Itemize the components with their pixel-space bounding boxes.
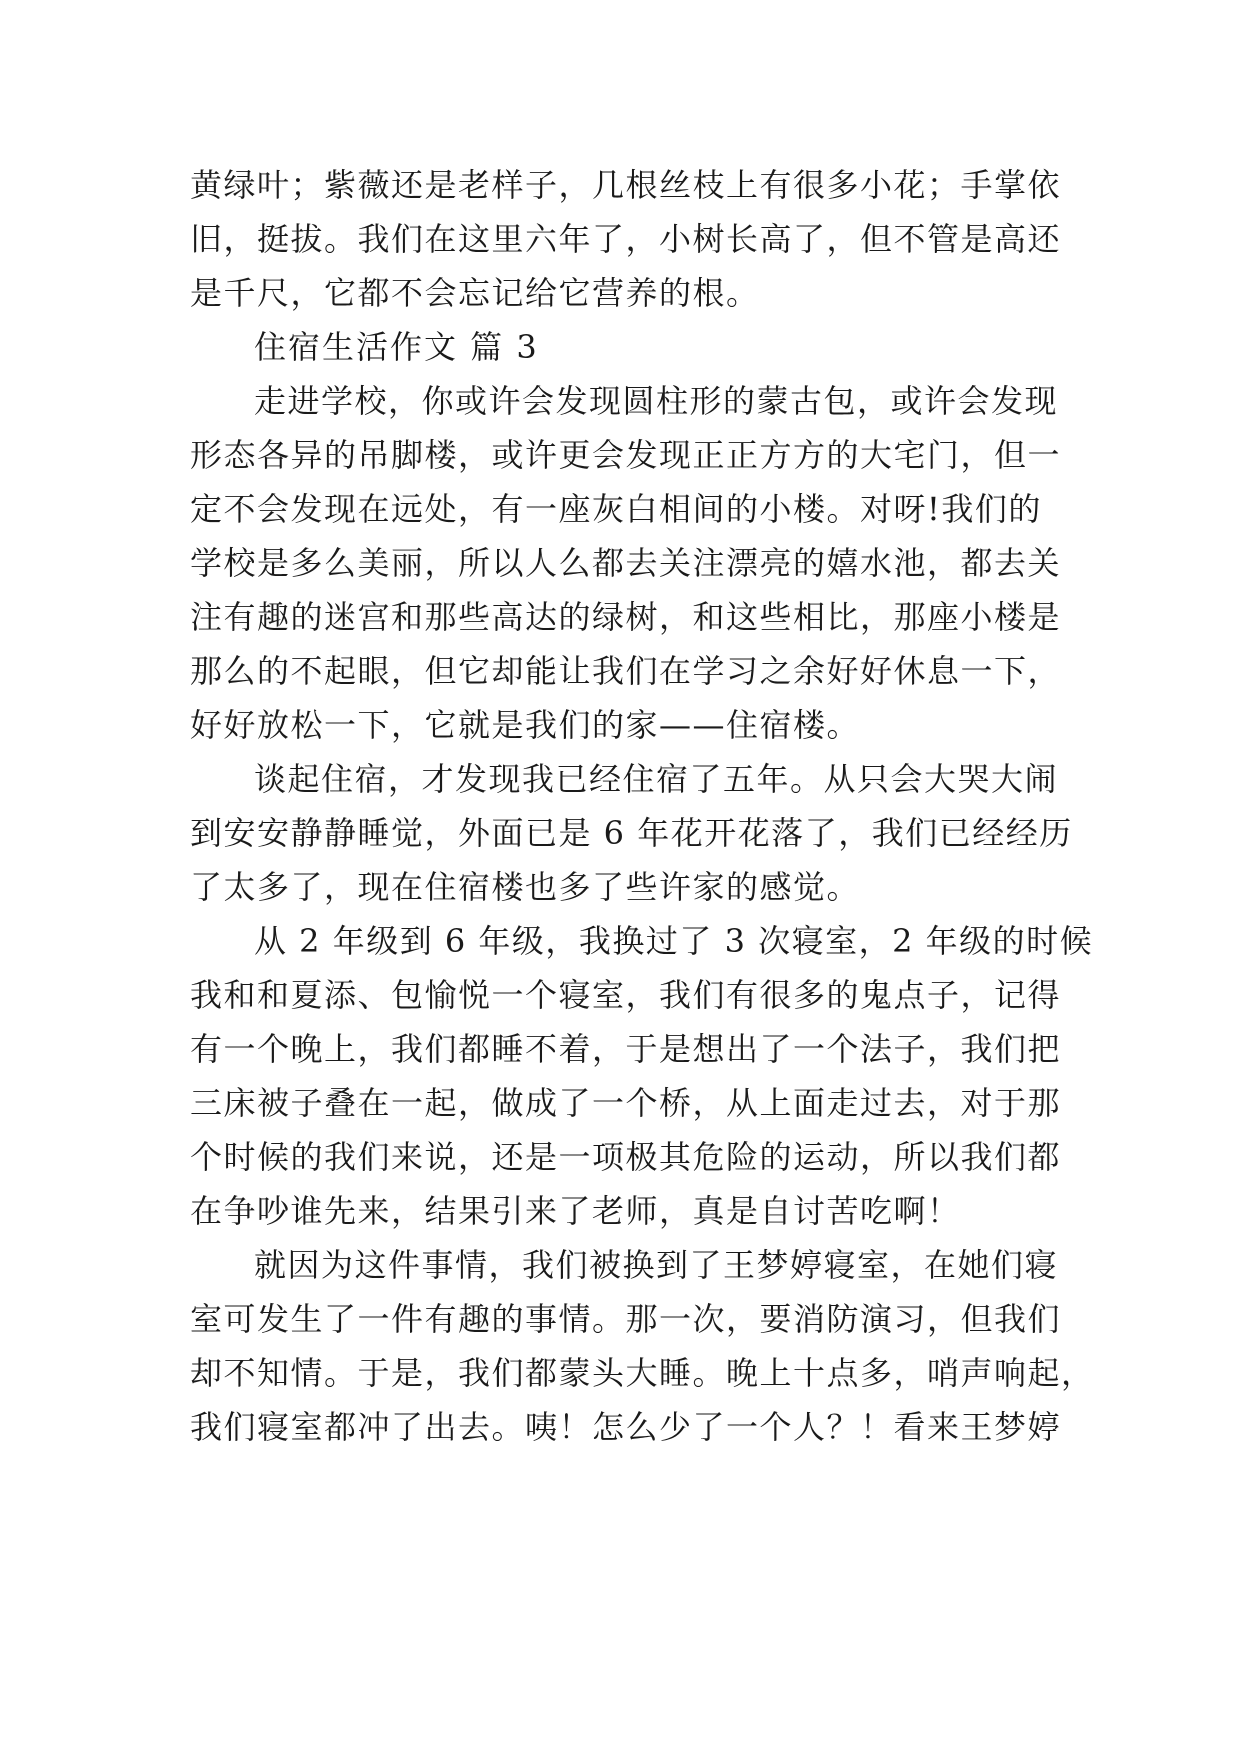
text-line: 了太多了，现在住宿楼也多了些许家的感觉。 bbox=[190, 868, 861, 906]
document-body bbox=[190, 158, 1095, 1454]
text-line: 个时候的我们来说，还是一项极其危险的运动，所以我们都 bbox=[190, 1138, 1062, 1176]
text-line: 谈起住宿，才发现我已经住宿了五年。从只会大哭大闹 bbox=[254, 760, 1059, 798]
text-line: 就因为这件事情，我们被换到了王梦婷寝室，在她们寝 bbox=[254, 1246, 1059, 1284]
text-line: 走进学校，你或许会发现圆柱形的蒙古包，或许会发现 bbox=[254, 382, 1059, 420]
text-line: 形态各异的吊脚楼，或许更会发现正正方方的大宅门，但一 bbox=[190, 436, 1062, 474]
text-line: 我和和夏添、包愉悦一个寝室，我们有很多的鬼点子，记得 bbox=[190, 976, 1062, 1014]
paragraph bbox=[190, 752, 1073, 914]
text-line: 从 2 年级到 6 年级，我换过了 3 次寝室，2 年级的时候 bbox=[254, 922, 1094, 960]
text-line: 是千尺，它都不会忘记给它营养的根。 bbox=[190, 274, 760, 312]
text-line: 到安安静静睡觉，外面已是 6 年花开花落了，我们已经经历 bbox=[190, 814, 1073, 852]
text-line: 室可发生了一件有趣的事情。那一次，要消防演习，但我们 bbox=[190, 1300, 1062, 1338]
text-line: 学校是多么美丽，所以人么都去关注漂亮的嬉水池，都去关 bbox=[190, 544, 1062, 582]
text-line: 那么的不起眼，但它却能让我们在学习之余好好休息一下， bbox=[190, 652, 1062, 690]
text-line: 有一个晚上，我们都睡不着，于是想出了一个法子，我们把 bbox=[190, 1030, 1062, 1068]
paragraph-continuation bbox=[190, 158, 1062, 320]
text-line: 我们寝室都冲了出去。咦！怎么少了一个人？！看来王梦婷 bbox=[190, 1408, 1062, 1446]
text-line: 旧，挺拔。我们在这里六年了，小树长高了，但不管是高还 bbox=[190, 220, 1062, 258]
text-line: 三床被子叠在一起，做成了一个桥，从上面走过去，对于那 bbox=[190, 1084, 1062, 1122]
text-line: 在争吵谁先来，结果引来了老师，真是自讨苦吃啊！ bbox=[190, 1192, 961, 1230]
paragraph bbox=[190, 374, 1062, 752]
text-line: 注有趣的迷宫和那些高达的绿树，和这些相比，那座小楼是 bbox=[190, 598, 1062, 636]
section-heading bbox=[190, 320, 1052, 374]
text-line: 却不知情。于是，我们都蒙头大睡。晚上十点多，哨声响起， bbox=[190, 1354, 1095, 1392]
text-line: 好好放松一下，它就是我们的家——住宿楼。 bbox=[190, 706, 861, 744]
text-line: 定不会发现在远处，有一座灰白相间的小楼。对呀!我们的 bbox=[190, 490, 1042, 528]
paragraph bbox=[190, 1238, 1095, 1454]
heading-text: 住宿生活作文 篇 3 bbox=[254, 328, 539, 366]
text-line: 黄绿叶；紫薇还是老样子，几根丝枝上有很多小花；手掌依 bbox=[190, 166, 1062, 204]
paragraph bbox=[190, 914, 1094, 1238]
